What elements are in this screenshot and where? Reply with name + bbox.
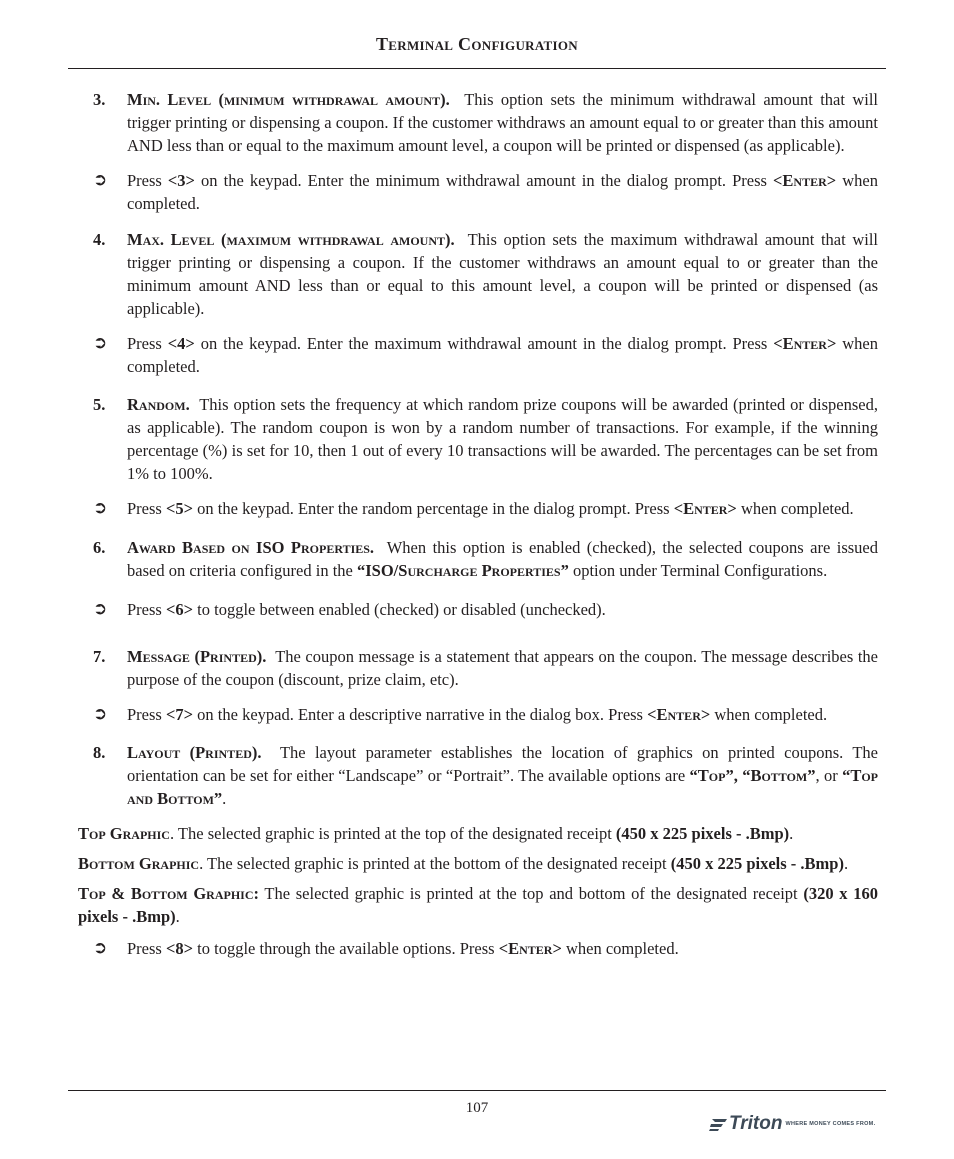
- arrow-right-icon: ➲: [93, 938, 108, 958]
- layout-option: “Top and Bottom”: [127, 766, 878, 808]
- item-number: 5.: [93, 395, 106, 414]
- item-body: The coupon message is a statement that appears on the coupon. The message describes the purpose of the coupon (discount, prize claim, etc).: [127, 647, 878, 689]
- item-number: 4.: [93, 230, 106, 249]
- logo-wordmark: Triton: [729, 1113, 783, 1134]
- item-number: 6.: [93, 538, 106, 557]
- item-title: Award Based on ISO Properties.: [127, 538, 375, 557]
- item-body: This option sets the minimum withdrawal amount that will trigger printing or dispensing a coupon. If the customer withdraws an amount equal to or greater than this amount AND less than or equal to the maximum amount level, a coupon will be printed or dispensed (as applicable).: [127, 90, 879, 155]
- key-label: <6>: [165, 600, 194, 619]
- option-item-award-iso: 6. Award Based on ISO Properties. When this option is enabled (checked), the selected coupons are issued based on criteria configured in the “ISO/Surcharge Properties” option under Terminal Configurations.: [93, 538, 878, 580]
- item-title: Layout (Printed).: [127, 743, 262, 762]
- page-number: 107: [465, 1100, 489, 1116]
- item-title: Random.: [127, 395, 190, 414]
- instruction-min-level: ➲ Press <3> on the keypad. Enter the minimum withdrawal amount in the dialog prompt. Press <Enter> when completed.: [93, 170, 878, 213]
- graphic-spec: (450 x 225 pixels - .Bmp): [670, 854, 844, 873]
- key-label: <Enter>: [498, 939, 562, 958]
- graphic-spec: (450 x 225 pixels - .Bmp): [615, 824, 790, 843]
- graphic-description-top: Top Graphic. The selected graphic is printed at the top of the designated receipt (450 x 225 pixels - .Bmp).: [78, 824, 794, 843]
- footer-rule: [68, 1090, 886, 1091]
- instruction-random: ➲ Press <5> on the keypad. Enter the random percentage in the dialog prompt. Press <Enter> when completed.: [93, 498, 854, 518]
- item-title: Max. Level (maximum withdrawal amount).: [127, 230, 455, 249]
- option-item-max-level: [78, 228, 878, 320]
- triton-s-icon: [709, 1115, 729, 1133]
- instruction-layout: ➲ Press <8> to toggle through the available options. Press <Enter> when completed.: [93, 938, 679, 958]
- arrow-right-icon: ➲: [93, 333, 108, 353]
- key-label: <8>: [165, 939, 194, 958]
- key-label: <5>: [165, 499, 194, 518]
- graphic-spec: (320 x 160 pixels - .Bmp): [78, 884, 879, 926]
- item-title: Message (Printed).: [127, 647, 267, 666]
- item-title: Min. Level (minimum withdrawal amount).: [127, 90, 450, 109]
- graphic-term: Bottom Graphic: [78, 854, 200, 873]
- layout-option: “Top”,: [689, 766, 738, 785]
- item-number: 7.: [93, 647, 106, 666]
- key-label: <4>: [167, 334, 195, 353]
- graphic-term: Top & Bottom Graphic: [78, 884, 254, 903]
- key-label: <7>: [165, 705, 194, 724]
- graphic-description-top-and-bottom: Top & Bottom Graphic: The selected graphic is printed at the top and bottom of the designated receipt (320 x 160 pixels - .Bmp).: [78, 884, 879, 926]
- instruction-message: ➲ Press <7> on the keypad. Enter a descriptive narrative in the dialog box. Press <Enter> when completed.: [93, 704, 828, 724]
- item-number: 8.: [93, 743, 106, 762]
- arrow-right-icon: ➲: [93, 170, 108, 190]
- menu-reference: “ISO/Surcharge Properties”: [357, 561, 569, 580]
- item-body: This option sets the maximum withdrawal amount that will trigger printing or dispensing a coupon. If the customer withdraws an amount equal to or greater than the minimum amount AND less than or equal to this amount level, a coupon will be printed or dispensed (as applicable).: [127, 230, 879, 318]
- key-label: <Enter>: [673, 499, 737, 518]
- page-content: [78, 88, 878, 960]
- option-item-min-level: [78, 88, 878, 157]
- instruction-award-iso: ➲ Press <6> to toggle between enabled (checked) or disabled (unchecked).: [93, 599, 606, 619]
- key-label: <3>: [167, 171, 195, 190]
- option-item-random: [78, 393, 878, 485]
- triton-logo: [709, 1111, 875, 1137]
- option-item-message: [78, 645, 878, 691]
- arrow-right-icon: ➲: [93, 704, 108, 724]
- logo-tagline: WHERE MONEY COMES FROM.: [785, 1121, 876, 1127]
- page-title: Terminal Configuration: [376, 34, 578, 54]
- option-item-layout: 8. Layout (Printed). The layout parameter establishes the location of graphics on printed coupons. The orientation can be set for either “Landscape” or “Portrait”. The available options are “Top”, “Bottom”, or “Top and Bottom”.: [93, 743, 879, 808]
- item-body: This option sets the frequency at which random prize coupons will be awarded (printed or dispensed, as applicable). The random coupon is won by a random number of transactions. For example, if the winning percentage (%) is set for 10, then 1 out of every 10 transactions will be awarded. The percentages can be set from 1% to 100%.: [127, 395, 879, 483]
- key-label: <Enter>: [773, 334, 837, 353]
- item-number: 3.: [93, 90, 106, 109]
- graphic-description-bottom: Bottom Graphic. The selected graphic is printed at the bottom of the designated receipt (450 x 225 pixels - .Bmp).: [78, 854, 849, 873]
- arrow-right-icon: ➲: [93, 498, 108, 518]
- layout-option: “Bottom”: [742, 766, 816, 785]
- instruction-max-level: ➲ Press <4> on the keypad. Enter the maximum withdrawal amount in the dialog prompt. Press <Enter> when completed.: [93, 333, 878, 376]
- header-rule: [68, 68, 886, 69]
- key-label: <Enter>: [647, 705, 711, 724]
- arrow-right-icon: ➲: [93, 599, 108, 619]
- key-label: <Enter>: [773, 171, 837, 190]
- graphic-term: Top Graphic: [78, 824, 170, 843]
